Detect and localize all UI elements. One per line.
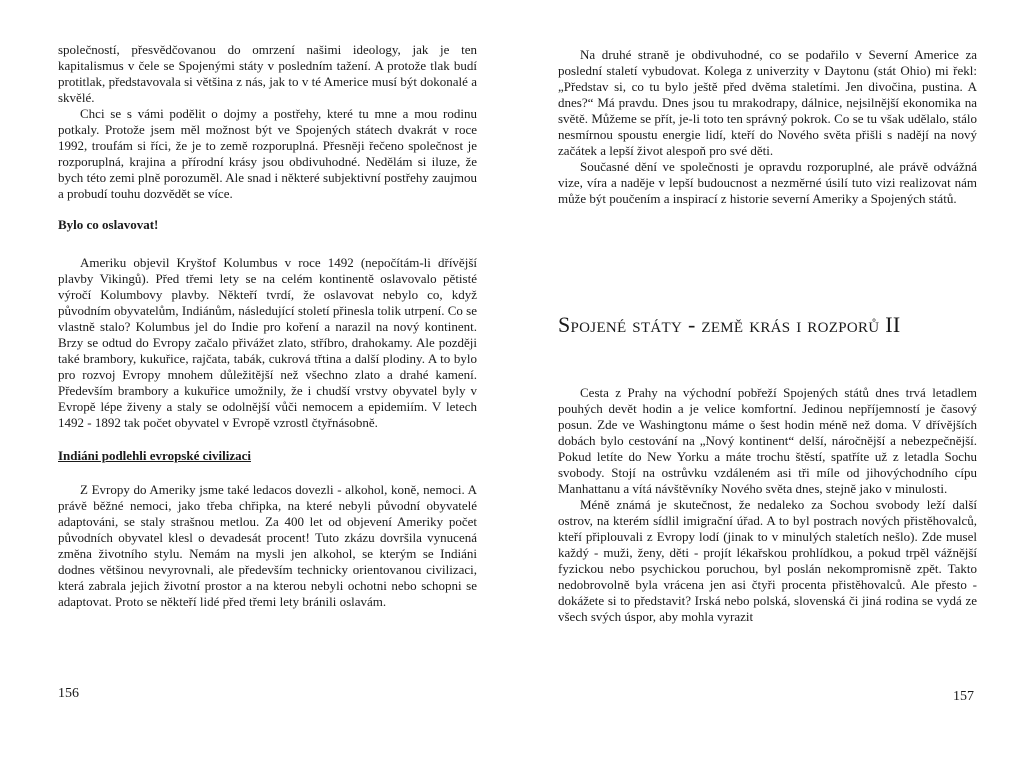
section-heading-indiani: Indiáni podlehli evropské civilizaci — [58, 448, 251, 463]
left-paragraph-4: Z Evropy do Ameriky jsme také ledacos dovezli - alkohol, koně, nemoci. A právě běžné nemoci, jako třeba chřipka, na které nebyli původní obyvatelé adaptováni, se staly strašnou metlou. Za 400 let od objevení Ameriky počet původních obyvatel klesl o devadesát procent! Tuto zkázu dovršila vynucená změna životního stylu. Nemám na mysli jen alkohol, se kterým se Indiáni dodnes většinou nevyrovnali, ale především technicky orientovanou civilizaci, která zabrala jejich životní prostor a na kterou nebyli ochotni nebo schopni se adaptovat. Proto se někteří lidé před třemi lety bránili oslavám. — [58, 482, 477, 609]
right-paragraph-1: Na druhé straně je obdivuhodné, co se podařilo v Severní Americe za poslední staletí vybudovat. Kolega z univerzity v Daytonu (stát Ohio) mi řekl: „Představ si, co tu bylo ještě před dvěma staletími. Jen divočina, pustina. A dnes?“ Má pravdu. Dnes jsou tu mrakodrapy, dálnice, nejsilnější ekonomika na světě. Můžeme se přít, je-li toto ten správný pokrok. Co se tu však udělalo, stálo nesmírnou spoustu energie lidí, kteří do Nového světa přišli s nadějí na nový začátek a lepší život alespoň pro své děti. — [558, 47, 977, 158]
right-text-column-top — [558, 47, 977, 207]
right-paragraph-4: Méně známá je skutečnost, že nedaleko za Sochou svobody leží další ostrov, na kterém sídlil imigrační úřad. A to byl postrach nových přistěhovalců, kteří připlouvali z Evropy lodí (jinak to v minulých staletích nešlo). Zde musel každý - muži, ženy, děti - projít lékařskou prohlídkou, a pokud trpěl vážnější fyzickou nebo psychickou poruchou, byl poslán nekompromisně zpět. Takto nedobrovolně byla vrácena jen asi čtyři procenta přistěhovalců. Ale přesto - dokážete si to představit? Irská nebo polská, slovenská či jiná rodina se vydá ze všech svých úspor, aby mohla vyrazit — [558, 497, 977, 624]
page-number-right: 157 — [953, 689, 974, 704]
section-heading-bylo-co-oslavovat: Bylo co oslavovat! — [58, 217, 159, 232]
right-text-column-bottom — [558, 385, 977, 625]
right-paragraph-2: Současné dění ve společnosti je opravdu rozporuplné, ale právě odvážná vize, víra a naděje v lepší budoucnost a nezměrné úsilí tuto vizi realizovat nám může být poučením a inspirací z historie severní Ameriky a Spojených států. — [558, 159, 977, 206]
right-page — [512, 0, 1024, 757]
left-paragraph-1: společností, přesvědčovanou do omrzení našimi ideology, jak je ten kapitalismus v čele se Spojenými státy v posledním tažení. A protože tlak budí protitlak, představovala si většina z nás, jak to v té Americe musí být dokonalé a skvělé. — [58, 42, 477, 105]
right-paragraph-3: Cesta z Prahy na východní pobřeží Spojených států dnes trvá letadlem pouhých devět hodin a je velice komfortní. Jedinou nepříjemností je časový posun. Zde ve Washingtonu máme o šest hodin méně než doma. V dřívějších dobách bylo cestování na „Nový kontinent“ delší, náročnější a nebezpečnější. Pokud letíte do New Yorku a máte trochu štěstí, spatříte už z letadla Sochu svobody. Stojí na ostrůvku vzdáleném asi tři míle od jihovýchodního cípu Manhattanu a vítá návštěvníky Nového světa dnes, stejně jako v minulosti. — [558, 385, 977, 496]
page-number-left: 156 — [58, 686, 79, 701]
chapter-title: Spojené státy - země krás i rozporů II — [558, 312, 901, 337]
left-paragraph-3: Ameriku objevil Kryštof Kolumbus v roce 1492 (nepočítám-li dřívější plavby Vikingů). Před třemi lety se na celém kontinentě oslavovalo pětisté výročí Kolumbovy plavby. Někteří tvrdí, že oslavovat nebylo co, když původním obyvatelům, Indiánům, následující století přinesla tolik utrpení. Co se vlastně stalo? Kolumbus jel do Indie pro koření a narazil na nový kontinent. Brzy se odtud do Evropy začalo přivážet zlato, stříbro, drahokamy. Ale později také brambory, kukuřice, rajčata, tabák, cukrová třtina a další plodiny. A to bylo pro rozvoj Evropy mnohem důležitější než všechno zlato a drahé kamení. Především brambory a kukuřice umožnily, že i chudší vrstvy obyvatel byly v Evropě lépe živeny a staly se odolnější vůči nemocem a epidemiím. V letech 1492 - 1892 tak počet obyvatel v Evropě vzrostl čtyřnásobně. — [58, 255, 477, 430]
left-text-column — [58, 42, 477, 610]
left-paragraph-2: Chci se s vámi podělit o dojmy a postřehy, které tu mne a mou rodinu potkaly. Protože jsem měl možnost být ve Spojených státech dvakrát v roce 1992, troufám si říci, že je to země rozporuplná. Přesněji řečeno společnost je rozporuplná, krajina a přírodní krásy jsou obdivuhodné. Nedělám si iluze, že bych této zemi plně porozuměl. Ale snad i některé subjektivní postřehy zaujmou a probudí touhu dozvědět se více. — [58, 106, 477, 201]
